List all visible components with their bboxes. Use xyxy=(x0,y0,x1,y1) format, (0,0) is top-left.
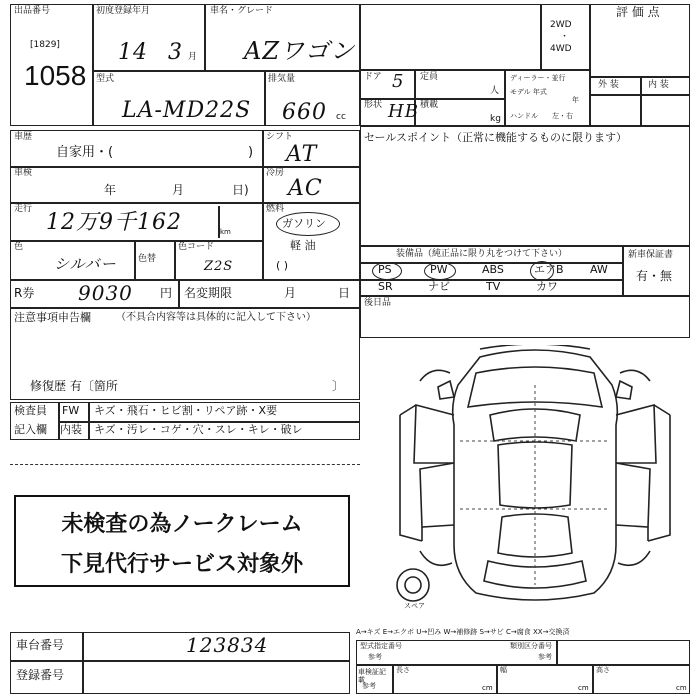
registration-label: 登録番号 xyxy=(16,668,65,682)
notes-label: 注意事項申告欄 xyxy=(14,311,91,324)
warranty-value: 有・無 xyxy=(636,269,673,283)
chassis-value: 123834 xyxy=(186,633,269,657)
color-label: 色 xyxy=(14,242,24,252)
width-cm: cm xyxy=(578,684,589,692)
equip-item-b-3: カワ xyxy=(536,280,558,293)
shift-value: AT xyxy=(286,142,318,167)
inspector-in-text: キズ・汚レ・コゲ・穴・スレ・キレ・破レ xyxy=(94,423,303,436)
area2-sub: 参考 xyxy=(538,653,552,661)
equip-pw-circle xyxy=(424,262,456,280)
door-value: 5 xyxy=(392,71,405,92)
handle-value: 左・右 xyxy=(552,112,573,120)
ac-value: AC xyxy=(288,176,323,201)
length-cm: cm xyxy=(482,684,493,692)
dealer-label: ディーラー・並行 xyxy=(510,74,566,82)
equip-title: 装備品（純正品に限り丸をつけて下さい） xyxy=(396,249,568,259)
inspector-in: 内装 xyxy=(60,423,82,436)
aftersale-label: 後日品 xyxy=(364,298,392,308)
color-change-label: 色替 xyxy=(138,254,157,264)
year-unit: 年 xyxy=(572,96,579,104)
inspection-month: 月 xyxy=(172,183,185,197)
load-label: 積載 xyxy=(420,100,439,110)
lot-number: 1058 xyxy=(24,60,87,91)
cc-unit: cc xyxy=(336,112,346,122)
equip-item-2: ABS xyxy=(482,263,504,276)
aftersale-frame xyxy=(360,296,690,338)
drive-dot: ・ xyxy=(560,32,570,42)
ext-label: 外 装 xyxy=(598,80,619,90)
vehicle-label: 車検証記載 xyxy=(358,668,386,685)
handle-label: ハンドル xyxy=(510,112,538,120)
inspection-label: 車検 xyxy=(14,168,33,178)
fuel-gas-circle xyxy=(276,212,340,236)
equip-item-b-1: ナビ xyxy=(428,280,450,293)
inspector-label2: 記入欄 xyxy=(14,423,47,436)
person-unit: 人 xyxy=(490,86,500,96)
int-label: 内 装 xyxy=(648,80,669,90)
width-label: 幅 xyxy=(500,666,507,674)
fuel-paren: ( ) xyxy=(276,259,289,272)
lot-sub: [1829] xyxy=(30,40,60,50)
dashed-separator xyxy=(10,464,360,465)
inspector-fw-text: キズ・飛石・ヒビ割・リペア跡・X要 xyxy=(94,404,278,417)
shift-label: シフト xyxy=(266,132,294,142)
spare-label: スペア xyxy=(404,602,425,610)
model-name: AZワゴン xyxy=(244,37,356,65)
ac-label: 冷房 xyxy=(266,168,285,178)
area2-label: 類別区分番号 xyxy=(510,642,552,650)
type-value: LA-MD22S xyxy=(122,98,252,123)
equip-item-1: PW xyxy=(430,263,448,276)
history-value: 自家用・( xyxy=(56,145,114,160)
rename-label: 名変期限 xyxy=(184,286,233,300)
history-label: 車歴 xyxy=(14,132,33,142)
notes-repair-close: 〕 xyxy=(332,379,345,393)
notes-hint: （不具合内容等は具体的に記入して下さい） xyxy=(116,312,316,323)
notes-repair: 修復歴 有〔箇所 xyxy=(30,379,118,393)
equip-item-b-2: TV xyxy=(486,280,501,293)
type-label: 型式 xyxy=(96,74,115,84)
first-reg-label: 初度登録年月 xyxy=(96,6,151,16)
equip-item-3: エアB xyxy=(534,263,564,276)
eval-label: 評 価 点 xyxy=(616,5,660,19)
color-value: シルバー xyxy=(54,255,117,273)
recycle-label: R券 xyxy=(14,286,35,300)
drive-frame xyxy=(360,4,590,70)
sales-point: セールスポイント（正常に機能するものに限ります） xyxy=(364,131,628,144)
month-unit: 月 xyxy=(188,52,198,62)
drive-4wd: 4WD xyxy=(550,44,572,54)
area1-label: 型式指定番号 xyxy=(360,642,402,650)
inspector-fw: FW xyxy=(62,404,80,417)
notice-line1: 未検査の為ノークレーム xyxy=(61,512,303,537)
equip-item-4: AW xyxy=(590,263,608,276)
color-code-value: Z2S xyxy=(204,259,234,274)
height-cm: cm xyxy=(676,684,687,692)
fuel-diesel: 軽 油 xyxy=(290,239,316,252)
recycle-yen: 円 xyxy=(160,286,173,300)
shape-label: 形状 xyxy=(364,100,383,110)
warranty-label: 新車保証書 xyxy=(628,250,674,260)
car-diagram xyxy=(380,345,690,615)
equip-airbag-circle xyxy=(530,261,554,281)
mileage-value: 12万9千162 xyxy=(46,210,182,235)
chassis-label: 車台番号 xyxy=(16,638,65,652)
equip-item-b-0: SR xyxy=(378,280,393,293)
recycle-value: 9030 xyxy=(78,281,133,305)
vehicle-sub: 参考 xyxy=(362,682,376,690)
displacement-label: 排気量 xyxy=(268,74,296,84)
drive-2wd: 2WD xyxy=(550,20,572,30)
length-label: 長さ xyxy=(396,666,410,674)
fuel-label: 燃料 xyxy=(266,204,285,214)
model-label: 車名・グレード xyxy=(210,6,274,16)
equip-item-0: PS xyxy=(378,263,392,276)
inspector-label1: 検査員 xyxy=(14,404,47,417)
rename-month: 月 xyxy=(284,286,297,300)
first-reg-month: 3 xyxy=(168,40,183,65)
notice-box xyxy=(14,495,350,587)
equip-ps-circle xyxy=(372,262,402,280)
km-unit: km xyxy=(220,228,231,236)
model-year-label: モデル 年式 xyxy=(510,88,547,96)
first-reg-year: 14 xyxy=(118,40,148,65)
mileage-label: 走行 xyxy=(14,204,33,214)
kg-unit: kg xyxy=(490,114,501,124)
damage-legend: A→キズ E→エクボ U→凹み W→補修跡 S→サビ C→腐食 XX→交換済 xyxy=(356,628,570,636)
height-label: 高さ xyxy=(596,666,610,674)
area1-sub: 参考 xyxy=(368,653,382,661)
door-label: ドア xyxy=(364,72,382,82)
lot-label: 出品番号 xyxy=(14,6,51,16)
inspection-day: 日) xyxy=(232,183,249,197)
fuel-gas: ガソリン xyxy=(282,217,326,230)
history-close: ) xyxy=(248,145,254,160)
shape-value: HB xyxy=(388,101,419,122)
rename-day: 日 xyxy=(338,286,351,300)
displacement-value: 660 xyxy=(282,100,327,125)
color-code-label: 色コード xyxy=(178,242,215,252)
inspection-year: 年 xyxy=(104,183,117,197)
capacity-label: 定員 xyxy=(420,72,439,82)
notice-line2: 下見代行サービス対象外 xyxy=(60,552,303,577)
